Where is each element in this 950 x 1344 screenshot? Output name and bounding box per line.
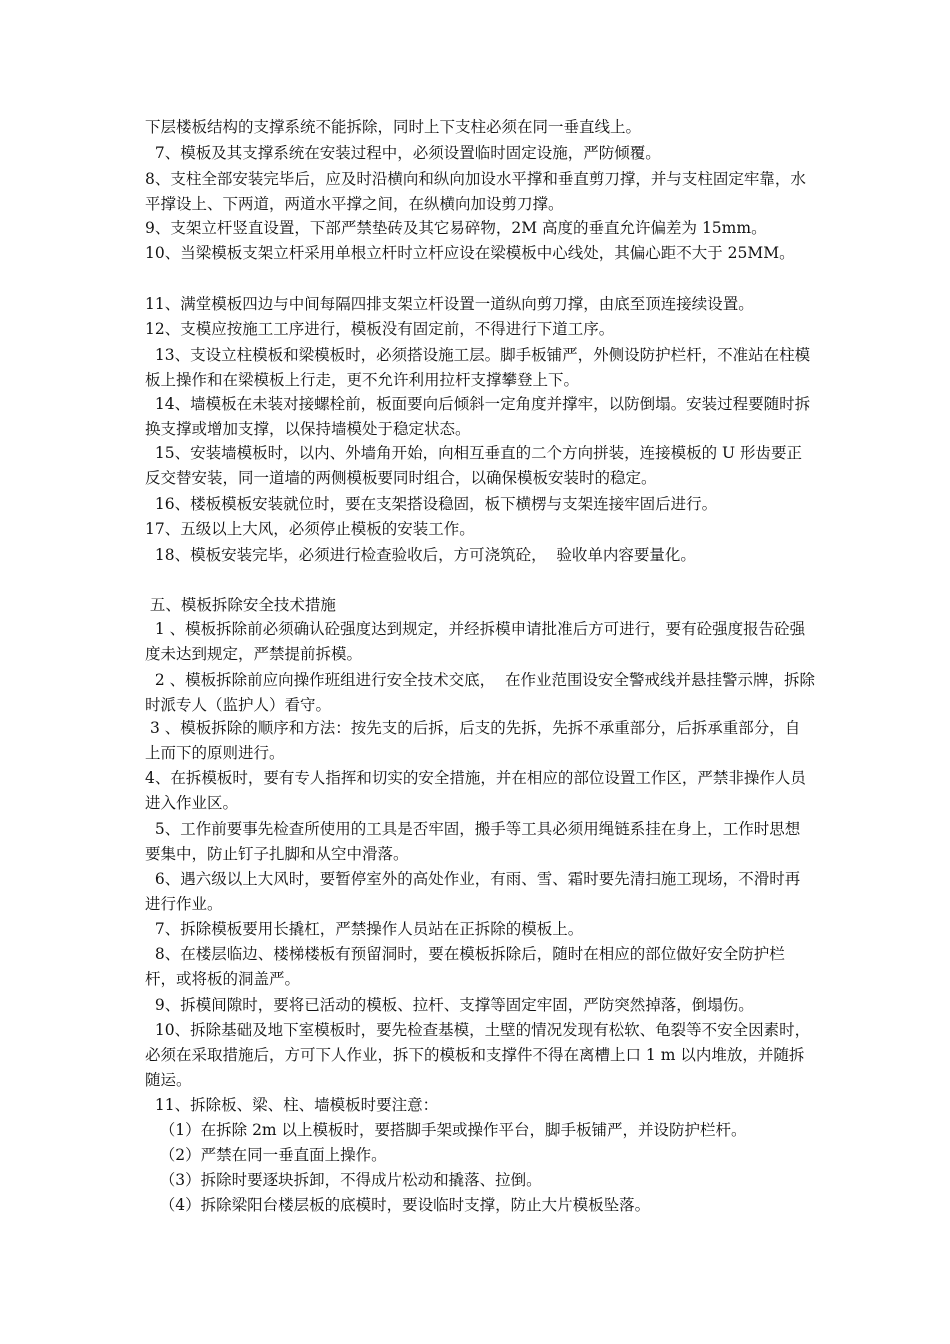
text-line: 7、拆除模板要用长撬杠，严禁操作人员站在正拆除的模板上。 (145, 920, 584, 938)
text-paragraph: 6、遇六级以上大风时，要暂停室外的高处作业，有雨、雪、霜时要先清扫施工现场，不滑时再进行作业。 (145, 870, 801, 913)
list-item: （4）拆除梁阳台楼层板的底模时，要设临时支撑，防止大片模板坠落。 (145, 1196, 651, 1214)
text-paragraph: 4、在拆模板时，要有专人指挥和切实的安全措施，并在相应的部位设置工作区，严禁非操作人员进入作业区。 (145, 769, 806, 812)
text-line: 17、五级以上大风，必须停止模板的安装工作。 (145, 520, 475, 538)
section-heading: 五、模板拆除安全技术措施 (145, 596, 336, 614)
text-paragraph: 13、支设立柱模板和梁模板时，必须搭设施工层。脚手板铺严，外侧设防护栏杆，不准站在柱模板上操作和在梁模板上行走，更不允许利用拉杆支撑攀登上下。 (145, 346, 811, 389)
list-item: （2）严禁在同一垂直面上操作。 (145, 1146, 387, 1164)
text-paragraph: 1 、模板拆除前必须确认砼强度达到规定，并经拆模申请批准后方可进行，要有砼强度报告砼强度未达到规定，严禁提前拆模。 (145, 620, 806, 663)
text-paragraph: 14、墙模板在未装对接螺栓前，板面要向后倾斜一定角度并撑牢，以防倒塌。安装过程要随时拆换支撑或增加支撑，以保持墙模处于稳定状态。 (145, 395, 811, 438)
text-line: 9、拆模间隙时，要将已活动的模板、拉杆、支撑等固定牢固，严防突然掉落，倒塌伤。 (145, 996, 754, 1014)
text-line: 11、满堂模板四边与中间每隔四排支架立杆设置一道纵向剪刀撑，由底至顶连接续设置。 (145, 295, 754, 313)
text-line: 11、拆除板、梁、柱、墙模板时要注意： (145, 1096, 439, 1114)
text-line: 9、支架立杆竖直设置，下部严禁垫砖及其它易碎物，2M 高度的垂直允许偏差为 15mm。 (145, 219, 767, 237)
text-paragraph: 5、工作前要事先检查所使用的工具是否牢固，搬手等工具必须用绳链系挂在身上，工作时思想要集中，防止钉子扎脚和从空中滑落。 (145, 820, 801, 863)
text-paragraph: 8、在楼层临边、楼梯楼板有预留洞时，要在模板拆除后，随时在相应的部位做好安全防护栏杆，或将板的洞盖严。 (145, 945, 785, 988)
list-item: （1）在拆除 2m 以上模板时，要搭脚手架或操作平台，脚手板铺严，并设防护栏杆。 (145, 1121, 747, 1139)
text-line: 下层楼板结构的支撑系统不能拆除，同时上下支柱必须在同一垂直线上。 (145, 118, 642, 136)
text-paragraph: 2 、模板拆除前应向操作班组进行安全技术交底， 在作业范围设安全警戒线并悬挂警示牌，拆除时派专人（监护人）看守。 (145, 671, 816, 714)
text-paragraph: 8、支柱全部安装完毕后，应及时沿横向和纵向加设水平撑和垂直剪刀撑，并与支柱固定牢靠，水平撑设上、下两道，两道水平撑之间，在纵横向加设剪刀撑。 (145, 170, 806, 213)
text-paragraph: 10、拆除基础及地下室模板时，要先检查基模，土壁的情况发现有松软、龟裂等不安全因素时，必须在采取措施后，方可下人作业，拆下的模板和支撑件不得在离槽上口 1 m 以内堆放，并随拆随运。 (145, 1021, 811, 1089)
text-line: 12、支模应按施工工序进行，模板没有固定前，不得进行下道工序。 (145, 320, 615, 338)
text-line: 7、模板及其支撑系统在安装过程中，必须设置临时固定设施，严防倾覆。 (145, 144, 661, 162)
text-paragraph: 3 、模板拆除的顺序和方法：按先支的后拆，后支的先拆，先拆不承重部分，后拆承重部分，自上而下的原则进行。 (145, 719, 801, 762)
text-line: 18、模板安装完毕，必须进行检查验收后，方可浇筑砼， 验收单内容要量化。 (145, 546, 696, 564)
list-item: （3）拆除时要逐块拆卸，不得成片松动和撬落、拉倒。 (145, 1171, 542, 1189)
text-paragraph: 10、当梁模板支架立杆采用单根立杆时立杆应设在梁模板中心线处，其偏心距不大于 25MM。 (145, 244, 795, 262)
text-line: 16、楼板模板安装就位时，要在支架搭设稳固，板下横楞与支架连接牢固后进行。 (145, 495, 718, 513)
text-paragraph: 15、安装墙模板时，以内、外墙角开始，向相互垂直的二个方向拼装，连接模板的 U 形齿要正反交替安装，同一道墙的两侧模板要同时组合，以确保模板安装时的稳定。 (145, 444, 803, 487)
